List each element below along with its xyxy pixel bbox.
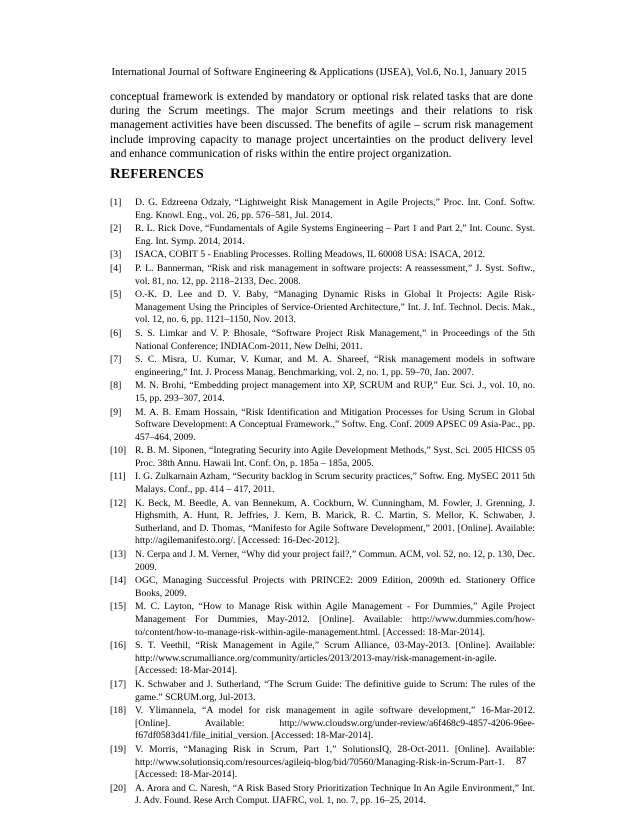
references-list xyxy=(110,197,535,809)
reference-number: [1] xyxy=(110,197,122,208)
reference-item xyxy=(110,471,535,496)
references-heading-rest: EFERENCES xyxy=(121,166,204,181)
reference-item xyxy=(110,549,535,574)
reference-text: R. L. Rick Dove, “Fundamentals of Agile Systems Engineering – Part 1 and Part 2,” Int. Counc. Syst. Eng. Int. Symp. 2014, 2014. xyxy=(135,223,535,247)
reference-text: M. C. Layton, “How to Manage Risk within Agile Management - For Dummies,” Agile Project Management For Dummies, May-2012. [Online]. Available: http://www.dummies.com/how-to/content/how-to-manage-risk-within-agile-management.html. [Accessed: 18-Mar-2014]. xyxy=(135,601,535,638)
reference-number: [10] xyxy=(110,445,127,457)
reference-item xyxy=(110,328,535,353)
reference-item xyxy=(110,223,535,248)
reference-text: O.-K. D. Lee and D. V. Baby, “Managing Dynamic Risks in Global It Projects: Agile Risk-Management Using the Principles of Service-Oriented Architecture,” Int. J. Inf. Technol. Decis. Mak., vol. 12, no. 6, pp. 1121–1150, Nov. 2013. xyxy=(135,289,535,326)
reference-item xyxy=(110,705,535,743)
reference-item xyxy=(110,744,535,782)
reference-text: S. T. Veethil, “Risk Management in Agile,” Scrum Alliance, 03-May-2013. [Online]. Available: http://www.scrumalliance.org/community/articles/2013/2013-may/risk-management-in-agile. [Accessed: 18-Mar-2014]. xyxy=(135,640,535,677)
reference-text: A. Arora and C. Naresh, “A Risk Based Story Prioritization Technique In An Agile Environment,” Int. J. Adv. Found. Rese Arch Comput. IJAFRC, vol. 1, no. 7, pp. 16–25, 2014. xyxy=(135,782,535,807)
reference-number: [20] xyxy=(110,782,127,794)
reference-item xyxy=(110,679,535,704)
reference-item xyxy=(110,354,535,379)
reference-number: [7] xyxy=(110,354,122,366)
reference-item xyxy=(110,263,535,288)
reference-item xyxy=(110,640,535,678)
reference-item xyxy=(110,249,535,262)
reference-item xyxy=(110,289,535,327)
reference-text: R. B. M. Siponen, “Integrating Security into Agile Development Methods,” Syst. Sci. 2005 HICSS 05 Proc. 38th Annu. Hawaii Int. Conf. On, p. 185a – 185a, 2005. xyxy=(135,445,535,469)
reference-number: [17] xyxy=(110,678,127,690)
reference-number: [9] xyxy=(110,406,122,418)
reference-text: D. G. Edzreena Odzaly, “Lightweight Risk Management in Agile Projects,” Proc. Int. Conf. Softw. Eng. Knowl. Eng., vol. 26, pp. 576–581, Jul. 2014. xyxy=(135,197,535,221)
reference-number: [6] xyxy=(110,327,122,339)
reference-number: [13] xyxy=(110,549,127,561)
reference-text: V. Ylimannela, “A model for risk management in agile software development,” 16-Mar-2012. [Online]. Available: http://www.cloudsw.org/under-review/a6f468c9-4857-4206-96ee-f67df0583d41/file_initial_version. [Accessed: 18-Mar-2014]. xyxy=(135,705,535,742)
journal-header: International Journal of Software Engineering & Applications (IJSEA), Vol.6, No.1, January 2015 xyxy=(111,67,527,78)
reference-text: K. Schwaber and J. Sutherland, “The Scrum Guide: The definitive guide to Scrum: The rules of the game.” SCRUM.org, Jul-2013. xyxy=(135,678,535,703)
reference-item xyxy=(110,445,535,470)
reference-item xyxy=(110,407,535,445)
reference-item xyxy=(110,601,535,639)
reference-text: M. N. Brohi, “Embedding project management into XP, SCRUM and RUP,” Eur. Sci. J., vol. 10, no. 15, pp. 293–307, 2014. xyxy=(135,380,535,404)
reference-item xyxy=(110,498,535,548)
reference-number: [11] xyxy=(110,471,126,483)
reference-text: P. L. Bannerman, “Risk and risk management in software projects: A reassessment,” J. Syst. Softw., vol. 81, no. 12, pp. 2118–2133, Dec. 2008. xyxy=(135,262,535,287)
reference-text: M. A. B. Emam Hossain, “Risk Identification and Mitigation Processes for Using Scrum in Global Software Development: A Conceptual Framework.,” Softw. Eng. Conf. 2009 APSEC 09 Asia-Pac., pp. 457–464, 2009. xyxy=(135,406,535,443)
reference-text: V. Morris, “Managing Risk in Scrum, Part 1,” SolutionsIQ, 28-Oct-2011. [Online]. Available: http://www.solutionsiq.com/resources/agileiq-blog/bid/70560/Managing-Risk-in-Scrum-Part-1. [Accessed: 18-Mar-2014]. xyxy=(135,743,535,781)
reference-text: S. C. Misra, U. Kumar, V. Kumar, and M. A. Shareef, “Risk management models in software engineering,” Int. J. Process Manag. Benchmarking, vol. 2, no. 1, pp. 59–70, Jan. 2007. xyxy=(135,354,535,378)
intro-paragraph: conceptual framework is extended by mandatory or optional risk related tasks that are done during the Scrum meetings. The major Scrum meetings and their relations to risk management activities have been discussed. The benefits of agile – scrum risk management include improving capacity to manage project uncertainties on the product delivery level and enhance communication of risks within the entire project organization. xyxy=(110,91,533,160)
reference-number: [12] xyxy=(110,497,127,509)
reference-number: [19] xyxy=(110,743,127,755)
reference-item xyxy=(110,575,535,600)
reference-text: N. Cerpa and J. M. Verner, “Why did your project fail?,” Commun. ACM, vol. 52, no. 12, p. 130, Dec. 2009. xyxy=(135,549,535,573)
reference-text: I. G. Zulkarnain Azham, “Security backlog in Scrum security practices,” Softw. Eng. MySEC 2011 5th Malays. Conf., pp. 414 – 417, 2011. xyxy=(135,471,535,496)
reference-number: [3] xyxy=(110,249,122,261)
reference-item xyxy=(110,783,535,808)
references-heading xyxy=(110,166,204,183)
reference-number: [4] xyxy=(110,262,122,274)
reference-text: OGC, Managing Successful Projects with PRINCE2: 2009 Edition, 2009th ed. Stationery Office Books, 2009. xyxy=(135,575,535,599)
reference-item xyxy=(110,197,535,222)
reference-number: [8] xyxy=(110,380,122,392)
reference-number: [5] xyxy=(110,289,122,301)
page-number: 87 xyxy=(516,756,527,767)
reference-text: K. Beck, M. Beedle, A. van Bennekum, A. Cockburn, W. Cunningham, M. Fowler, J. Grenning, J. Highsmith, A. Hunt, R. Jeffries, J. Kern, B. Marick, R. C. Martin, S. Mellor, K. Schwaber, J. Sutherland, and D. Thomas, “Manifesto for Agile Software Development,” 2001. [Online]. Available: http://agilemanifesto.org/. [Accessed: 16-Dec-2012]. xyxy=(135,497,535,547)
reference-text: S. S. Limkar and V. P. Bhosale, “Software Project Risk Management,” in Proceedings of the 5th National Conference; INDIACom-2011, New Delhi, 2011. xyxy=(135,327,535,352)
reference-number: [18] xyxy=(110,705,127,717)
reference-number: [15] xyxy=(110,601,127,613)
references-heading-initial: R xyxy=(110,166,122,182)
reference-number: [14] xyxy=(110,575,127,587)
reference-item xyxy=(110,380,535,405)
reference-number: [2] xyxy=(110,223,122,235)
reference-text: ISACA, COBIT 5 - Enabling Processes. Rolling Meadows, IL 60008 USA: ISACA, 2012. xyxy=(135,249,486,261)
reference-number: [16] xyxy=(110,640,127,652)
